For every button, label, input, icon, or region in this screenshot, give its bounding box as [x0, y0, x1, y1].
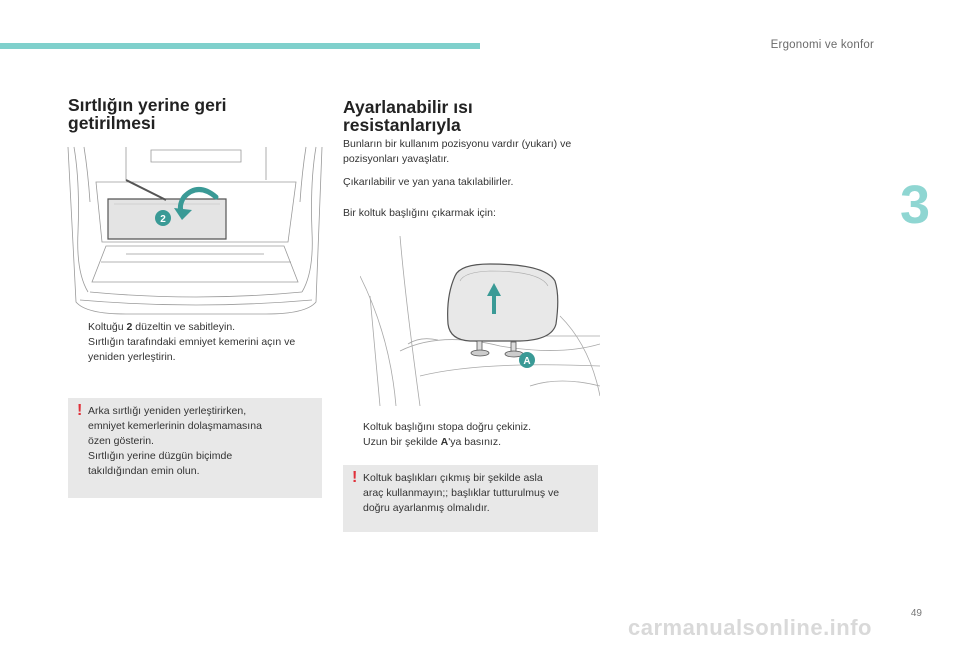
left-title-line2: getirilmesi [68, 113, 156, 133]
removable-paragraph: Çıkarılabilir ve yan yana takılabilirler. [343, 176, 514, 188]
page-number: 49 [910, 608, 922, 619]
top-accent-bar [0, 43, 480, 49]
warning-icon: ! [77, 402, 83, 419]
list-item: Sırtlığın tarafındaki emniyet kemerini açın ve yeniden yerleştirin. [88, 336, 296, 363]
figure-label-2: 2 [160, 214, 166, 225]
left-bullet-list [68, 320, 318, 365]
right-section-title [343, 98, 573, 134]
left-section-title [68, 96, 298, 132]
left-warning-box: ! Arka sırtlığı yeniden yerleştirirken, emniyet kemerlerinin dolaşmamasına özen gösterin. Sırtlığın yerine düzgün biçimde takıldığından emin olun. [68, 398, 322, 498]
left-title-line1: Sırtlığın yerine geri [68, 95, 227, 115]
intro-paragraph: Bunların bir kullanım pozisyonu vardır (yukarı) ve pozisyonları yavaşlatır. [343, 138, 572, 165]
figure-label-A: A [523, 356, 531, 367]
list-item: Koltuk başlığını stopa doğru çekiniz. [363, 421, 532, 433]
chapter-number: 3 [899, 175, 930, 235]
headrest-figure [360, 236, 600, 406]
right-title-line2: resistanlarıyla [343, 115, 461, 135]
right-bullet-list [343, 420, 603, 450]
right-title-line1: Ayarlanabilir ısı [343, 97, 473, 117]
watermark: carmanualsonline.info [628, 615, 872, 640]
right-warning-box: ! Koltuk başlıkları çıkmış bir şekilde asla araç kullanmayın;; başlıklar tutturulmuş ve doğru ayarlanmış olmalıdır. [343, 465, 598, 532]
removal-instruction-paragraph: Bir koltuk başlığını çıkarmak için: [343, 207, 496, 219]
section-header: Ergonomi ve konfor [770, 39, 874, 51]
warning-icon: ! [352, 469, 358, 486]
list-item: Koltuğu 2 düzeltin ve sabitleyin. [88, 321, 236, 333]
trunk-figure [66, 142, 324, 317]
list-item: Uzun bir şekilde A'ya basınız. [363, 436, 502, 448]
